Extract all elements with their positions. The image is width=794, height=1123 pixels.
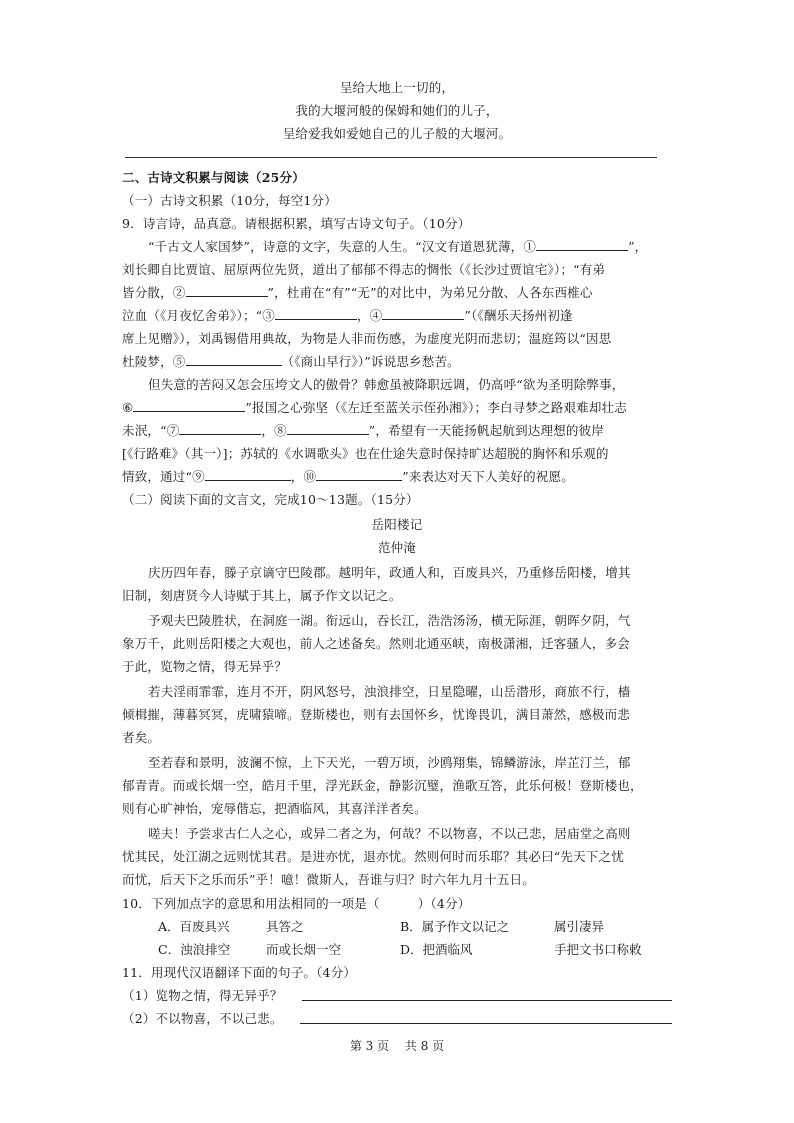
blank-5[interactable]: [186, 353, 282, 366]
q11-sentence-2: （2）不以物喜，不以己悲。: [122, 1011, 283, 1026]
q10-option-a-right: 具答之: [266, 919, 304, 934]
blank-10[interactable]: [316, 468, 402, 481]
section-divider: [125, 157, 657, 158]
poem-line-1: 呈给大地上一切的，: [339, 80, 455, 95]
passage-p2-line-2: 象万千，此则岳阳楼之大观也，前人之述备矣。然则北通巫峡，南极潇湘，迁客骚人，多会: [122, 636, 631, 651]
passage-author: 范仲淹: [377, 540, 417, 555]
passage-p3-line-1: 若夫淫雨霏霏，连月不开，阴风怒号，浊浪排空，日星隐曜，山岳潜形，商旅不行，樯: [148, 684, 631, 699]
q9-line-10: [《行路难》（其一）]；苏轼的《水调歌头》也在仕途失意时保持旷达超脱的胸怀和乐观的: [122, 446, 609, 461]
passage-p4-line-2: 郁青青。而或长烟一空，皓月千里，浮光跃金，静影沉璧，渔歌互答，此乐何极！登斯楼也，: [122, 778, 643, 793]
q11-sentence-1: （1）览物之情，得无异乎？: [122, 988, 283, 1003]
blank-1[interactable]: [536, 238, 628, 251]
q9-line-5: 席上见赠》），刘禹锡借用典故，为物是人非而伤感，为虚度光阴而悲切；温庭筠以“因思: [122, 331, 612, 346]
q9-line-4: 泣血（《月夜忆舍弟》）；“③ ，④ ”（《酬乐天扬州初逢: [122, 308, 573, 323]
q10-option-a-left[interactable]: A．百废具兴: [158, 919, 230, 934]
question-9-head: 9．诗言诗，品真意。请根据积累，填写古诗文句子。（10分）: [122, 216, 471, 231]
q9-line-1: “千古文人家国梦”，诗意的文字，失意的人生。“汉文有道恩犹薄，① ”，: [148, 239, 648, 254]
part-1-heading: （一）古诗文积累（10分，每空1分）: [122, 193, 337, 208]
passage-p5-line-1: 嗟夫！予尝求古仁人之心，或异二者之为，何哉？不以物喜，不以己悲，居庙堂之高则: [148, 826, 631, 841]
q9-line-6: 杜陵梦，⑤ （《商山早行》）”诉说思乡愁苦。: [122, 354, 460, 369]
q9-line-8: ⑥ ”报国之心弥坚（《左迁至蓝关示侄孙湘》）；李白寻梦之路艰难却壮志: [122, 400, 627, 415]
q9-line-2: 刘长卿自比贾谊、屈原两位先贤，道出了郁郁不得志的惆怅（《长沙过贾谊宅》）；“有弟: [122, 262, 606, 277]
q9-line-3: 皆分散，② ”，杜甫在“有”“无”的对比中，为弟兄分散、人各东西椎心: [122, 285, 593, 300]
passage-p4-line-3: 则有心旷神怡，宠辱偕忘，把酒临风，其喜洋洋者矣。: [122, 801, 427, 816]
q9-line-9: 未泯，“⑦ ，⑧ ”，希望有一天能扬帆起航到达理想的彼岸: [122, 423, 604, 438]
page-footer: 第 3 页 共 8 页: [349, 1039, 445, 1053]
q10-option-d-left[interactable]: D．把酒临风: [400, 942, 473, 957]
q10-option-b-left[interactable]: B．属予作文以记之: [400, 919, 510, 934]
q10-option-b-right: 属引凄异: [554, 919, 605, 934]
section-2-title: 二、古诗文积累与阅读（25分）: [122, 170, 305, 185]
blank-8[interactable]: [287, 422, 369, 435]
question-10-stem: 10．下列加点字的意思和用法相同的一项是（ ）（4分）: [122, 896, 471, 911]
blank-2[interactable]: [186, 284, 268, 297]
q9-line-7: 但失意的苦闷又怎会压垮文人的傲骨？韩愈虽被降职远调，仍高呼“欲为圣明除弊事，: [148, 377, 625, 392]
question-11-stem: 11．用现代汉语翻译下面的句子。（4分）: [122, 965, 357, 980]
passage-p2-line-3: 于此，览物之情，得无异乎？: [122, 659, 288, 674]
passage-p3-line-3: 者矣。: [122, 730, 161, 745]
part-2-heading: （二）阅读下面的文言文，完成10～13题。（15分）: [122, 492, 419, 507]
poem-line-2: 我的大堰河般的保姆和她们的儿子，: [295, 103, 499, 118]
blank-9[interactable]: [205, 468, 291, 481]
passage-p4-line-1: 至若春和景明，波澜不惊，上下天光，一碧万顷，沙鸥翔集，锦鳞游泳，岸芷汀兰，郁: [148, 755, 631, 770]
passage-p1-line-1: 庆历四年春，滕子京谪守巴陵郡。越明年，政通人和，百废具兴，乃重修岳阳楼，增其: [148, 565, 631, 580]
blank-4[interactable]: [382, 307, 464, 320]
passage-p5-line-3: 而忧，后天下之乐而乐”乎！噫！微斯人，吾谁与归？时六年九月十五日。: [122, 872, 535, 887]
poem-line-3: 呈给爱我如爱她自己的儿子般的大堰河。: [282, 126, 512, 141]
passage-p5-line-2: 忧其民，处江湖之远则忧其君。是进亦忧，退亦忧。然则何时而乐耶？其必曰“先天下之忧: [122, 849, 624, 864]
blank-6[interactable]: [133, 399, 245, 412]
q11-answer-line-2[interactable]: [300, 1023, 672, 1024]
q10-option-c-right: 而或长烟一空: [266, 942, 342, 957]
passage-p2-line-1: 予观夫巴陵胜状，在洞庭一湖。衔远山，吞长江，浩浩汤汤，横无际涯，朝晖夕阴，气: [148, 613, 631, 628]
q10-option-c-left[interactable]: C．浊浪排空: [158, 942, 231, 957]
blank-7[interactable]: [179, 422, 261, 435]
q10-option-d-right: 手把文书口称敕: [554, 942, 642, 957]
passage-p3-line-2: 倾楫摧，薄暮冥冥，虎啸猿啼。登斯楼也，则有去国怀乡，忧谗畏讥，满目萧然，感极而悲: [122, 707, 631, 722]
q11-answer-line-1[interactable]: [302, 1000, 672, 1001]
q9-line-11: 情致，通过“⑨ ，⑩ ”来表达对天下人美好的祝愿。: [122, 469, 574, 484]
passage-title: 岳阳楼记: [371, 517, 423, 532]
blank-3[interactable]: [275, 307, 357, 320]
passage-p1-line-2: 旧制，刻唐贤今人诗赋于其上，属予作文以记之。: [122, 588, 402, 603]
